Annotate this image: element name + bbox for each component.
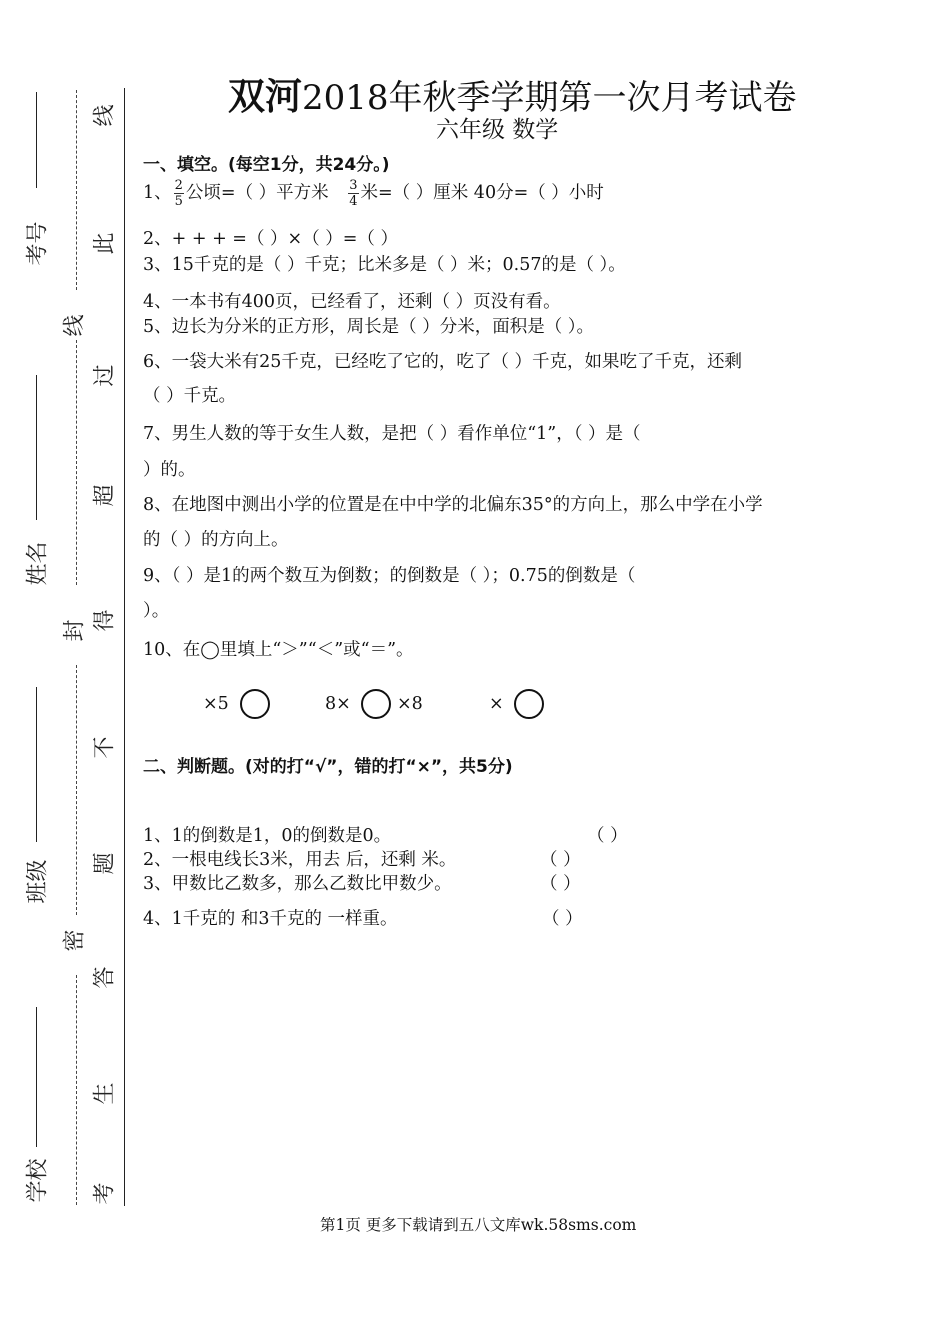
question-3: 3、15千克的是（ ）千克；比米多是（ ）米；0.57的是（ ）。: [143, 255, 626, 275]
compare-circle[interactable]: [514, 689, 544, 719]
question-5: 5、边长为分米的正方形，周长是（ ）分米，面积是（ ）。: [143, 317, 595, 337]
margin-border-line: [124, 88, 125, 1206]
judge-answer-1[interactable]: （ ）: [587, 826, 628, 846]
question-6-line1: 6、一袋大米有25千克，已经吃了它的，吃了（ ）千克，如果吃了千克，还剩: [143, 352, 742, 372]
judge-answer-2[interactable]: （ ）: [540, 850, 581, 870]
fraction-denominator: 4: [349, 194, 358, 209]
compare-item-b-left: 8×: [325, 694, 351, 714]
exam-number-label: 考号: [25, 221, 51, 266]
binding-dash-line: [76, 975, 77, 1205]
question-4: 4、一本书有400页，已经看了，还剩（ ）页没有看。: [143, 292, 561, 312]
class-label: 班级: [25, 859, 51, 904]
seal-char: 过: [92, 364, 118, 387]
seal-char: 得: [92, 609, 118, 632]
seal-char: 不: [92, 736, 118, 759]
seal-char: 密: [62, 929, 88, 952]
compare-item-b-right: ×8: [397, 694, 423, 714]
compare-item-a: ×5: [203, 694, 229, 714]
fraction-numerator: 2: [174, 178, 183, 193]
seal-char: 超: [92, 484, 118, 507]
exam-number-blank-line: [36, 92, 37, 188]
binding-dash-line: [76, 90, 77, 290]
judge-answer-4[interactable]: （ ）: [542, 909, 583, 929]
section2-heading: 二、判断题。(对的打“√”，错的打“×”，共5分): [143, 757, 513, 777]
school-label: 学校: [25, 1158, 51, 1203]
seal-char: 线: [62, 314, 88, 337]
question-7-line2: ）的。: [143, 460, 196, 480]
question-9-line1: 9、（ ）是1的两个数互为倒数；的倒数是（ ）；0.75的倒数是（: [143, 566, 636, 586]
exam-subtitle: 六年级 数学: [436, 117, 559, 143]
judge-item-3: 3、甲数比乙数多，那么乙数比甲数少。: [143, 874, 452, 894]
title-text: 2018年秋季学期第一次月考试卷: [302, 78, 797, 118]
title-school: 双河: [228, 75, 302, 118]
name-label: 姓名: [25, 541, 51, 586]
judge-item-1: 1、1的倒数是1，0的倒数是0。: [143, 826, 392, 846]
seal-char: 封: [62, 619, 88, 642]
question-8-line1: 8、在地图中测出小学的位置是在中中学的北偏东35°的方向上，那么中学在小学: [143, 495, 763, 515]
seal-char: 线: [92, 104, 118, 127]
compare-item-c: ×: [489, 694, 504, 714]
q1-part2: 米=（ ）厘米 40分=（ ）小时: [360, 183, 604, 203]
judge-item-4: 4、1千克的 和3千克的 一样重。: [143, 909, 398, 929]
seal-char: 题: [92, 852, 118, 875]
judge-item-2: 2、一根电线长3米，用去 后，还剩 米。: [143, 850, 457, 870]
section1-heading: 一、填空。(每空1分，共24分。): [143, 155, 390, 175]
compare-circle[interactable]: [361, 689, 391, 719]
class-blank-line: [36, 687, 37, 842]
question-1: [143, 178, 604, 209]
compare-circle[interactable]: [240, 689, 270, 719]
question-2: 2、+ + + =（ ）×（ ）=（ ）: [143, 229, 398, 249]
q1-part1: 公顷=（ ）平方米: [185, 183, 329, 203]
q1-prefix: 1、: [143, 183, 172, 203]
fraction-numerator: 3: [349, 178, 358, 193]
school-blank-line: [36, 1007, 37, 1147]
question-10: 10、在◯里填上“＞”“＜”或“＝”。: [143, 640, 414, 660]
fraction: [174, 178, 184, 209]
seal-char: 生: [92, 1082, 118, 1105]
binding-dash-line: [76, 665, 77, 915]
judge-answer-3[interactable]: （ ）: [540, 874, 581, 894]
question-8-line2: 的（ ）的方向上。: [143, 530, 289, 550]
question-7-line1: 7、男生人数的等于女生人数，是把（ ）看作单位“1”，（ ）是（: [143, 424, 641, 444]
fraction-denominator: 5: [174, 194, 183, 209]
page-footer: 第1页 更多下载请到五八文库wk.58sms.com: [320, 1216, 637, 1234]
fraction: [348, 178, 358, 209]
binding-dash-line: [76, 340, 77, 585]
seal-char: 答: [92, 966, 118, 989]
seal-char: 考: [92, 1182, 118, 1205]
seal-char: 此: [92, 232, 118, 255]
question-6-line2: （ ）千克。: [143, 386, 237, 406]
name-blank-line: [36, 375, 37, 520]
question-9-line2: ）。: [143, 601, 170, 621]
